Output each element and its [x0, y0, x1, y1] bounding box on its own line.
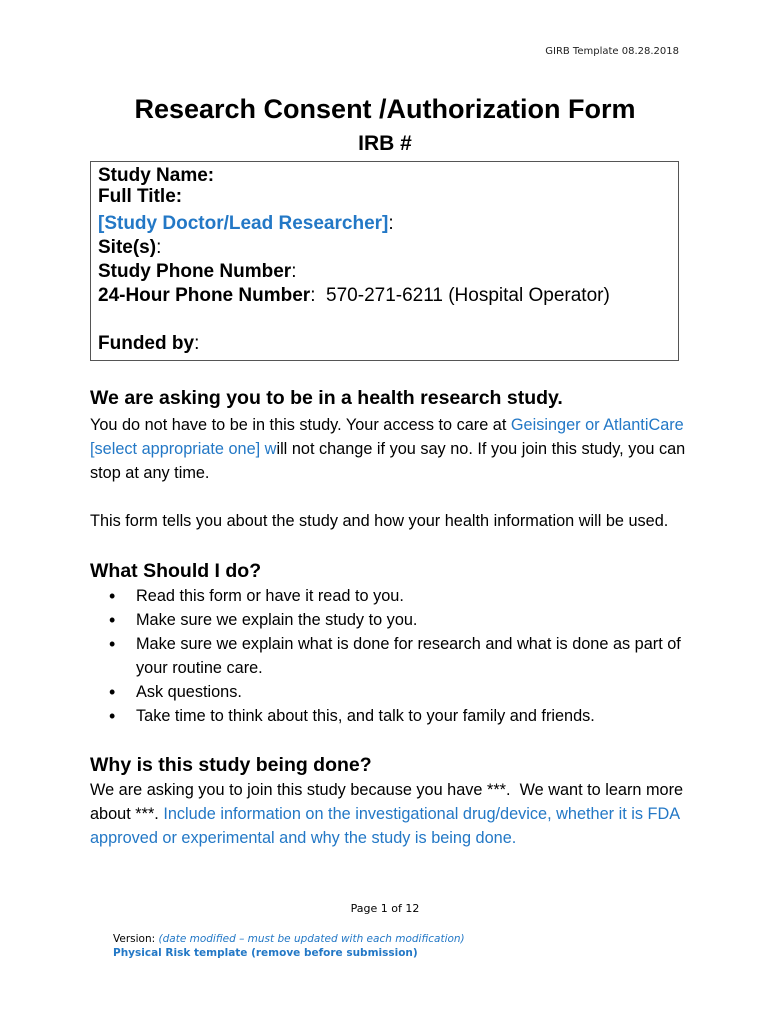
- doctor-row: [98, 212, 678, 236]
- sites-row: [98, 236, 678, 260]
- access-text-2: ill not change if you say no. If you join this study, you can stop at any time.: [90, 440, 686, 482]
- irb-number-heading: IRB #: [358, 132, 412, 155]
- access-site-choice: Geisinger or AtlantiCare [select appropriate one] w: [90, 416, 684, 458]
- hour-phone-label: 24-Hour Phone Number: [98, 285, 311, 306]
- list-item: • Make sure we explain what is done for research and what is done as part of your routine care.: [90, 632, 690, 680]
- page-number: Page 1 of 12: [350, 902, 420, 915]
- template-version-tag: GIRB Template 08.28.2018: [545, 46, 679, 57]
- section-what-to-do-title: What Should I do?: [90, 560, 262, 582]
- version-note: (date modified – must be updated with each modification): [158, 933, 465, 945]
- study-name-label: Study Name:: [98, 165, 215, 186]
- full-title-label: Full Title:: [98, 186, 183, 207]
- version-line: [113, 933, 465, 945]
- hour-phone-value: : 570-271-6211 (Hospital Operator): [310, 285, 610, 306]
- access-paragraph: [90, 413, 690, 485]
- sites-label: Site(s): [98, 237, 157, 258]
- study-phone-row: [98, 260, 678, 284]
- version-label: Version:: [113, 933, 159, 945]
- list-item: • Make sure we explain the study to you.: [90, 608, 690, 632]
- study-name-row: [98, 165, 678, 186]
- list-item: • Read this form or have it read to you.: [90, 584, 690, 608]
- list-item: • Ask questions.: [90, 680, 690, 704]
- why-study-text: We are asking you to join this study because you have ***. We want to learn more about ***.: [90, 781, 688, 823]
- list-item: • Take time to think about this, and talk to your family and friends.: [90, 704, 690, 728]
- why-study-paragraph: [90, 778, 690, 850]
- doctor-label: [Study Doctor/Lead Researcher]: [98, 213, 389, 234]
- funded-colon: :: [194, 333, 200, 354]
- risk-template-note: Physical Risk template (remove before submission): [113, 947, 418, 959]
- access-text-1: You do not have to be in this study. Your access to care at: [90, 416, 511, 434]
- box-spacer: [98, 308, 678, 332]
- funded-label: Funded by: [98, 333, 195, 354]
- section-research-study-title: We are asking you to be in a health research study.: [90, 387, 563, 409]
- doctor-colon: :: [388, 213, 394, 234]
- study-phone-label: Study Phone Number: [98, 261, 292, 282]
- section-why-study-title: Why is this study being done?: [90, 754, 372, 776]
- steps-list: [90, 584, 690, 728]
- funded-row: [98, 332, 678, 356]
- study-phone-colon: :: [291, 261, 297, 282]
- document-title: Research Consent /Authorization Form: [134, 94, 636, 124]
- why-study-instruction: Include information on the investigational drug/device, whether it is FDA approved or experimental and why the study is being done.: [90, 805, 680, 847]
- full-title-row: [98, 186, 678, 207]
- study-info-box: [90, 161, 679, 361]
- hour-phone-row: [98, 284, 678, 308]
- sites-colon: :: [156, 237, 162, 258]
- form-purpose-paragraph: This form tells you about the study and how your health information will be used.: [90, 512, 669, 530]
